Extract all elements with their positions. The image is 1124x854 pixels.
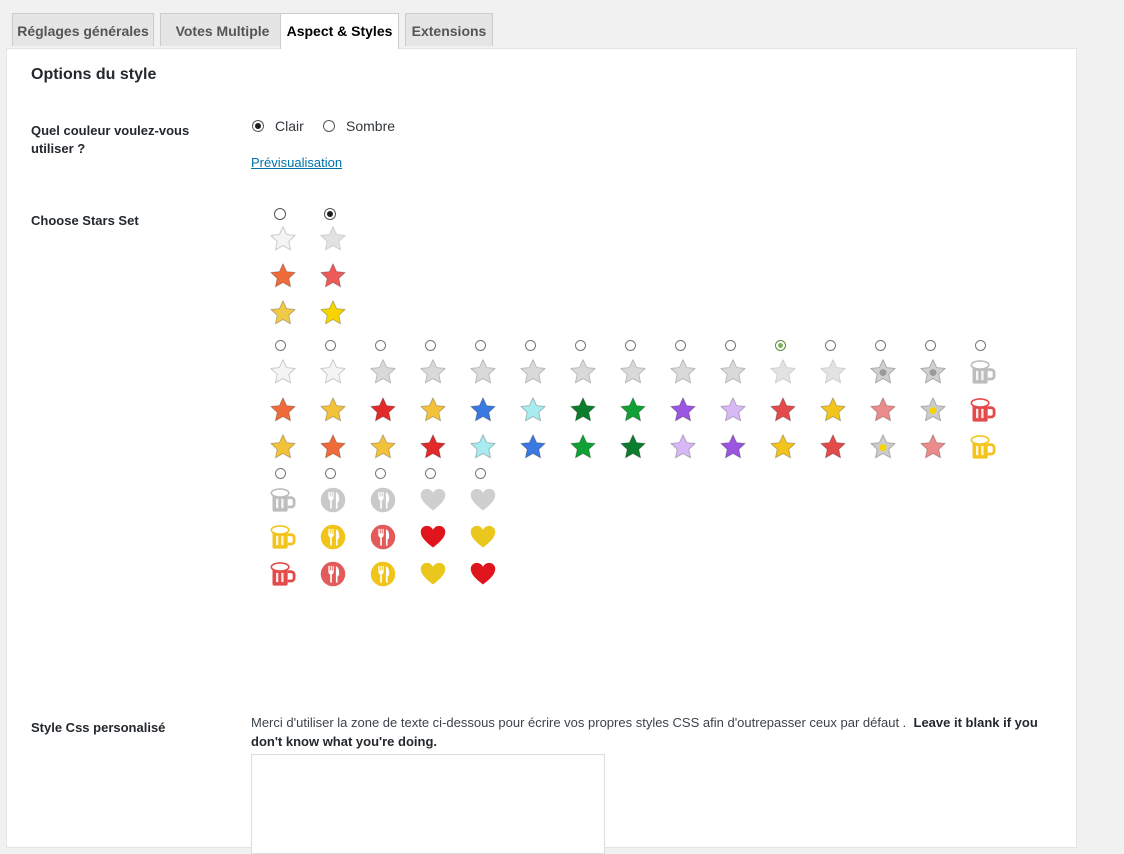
custom-css-description-text: Merci d'utiliser la zone de texte ci-dessous pour écrire vos propres styles CSS afin d'outrepasser ceux par défaut . [251,715,907,730]
star-empty-icon [819,358,847,386]
star-hover-icon [519,396,547,424]
stars-mid-option-radio[interactable] [525,340,536,351]
meal-hover-icon [319,523,347,551]
stars-mid-option-radio[interactable] [275,340,286,351]
star-hover-icon [719,396,747,424]
star-empty-icon [869,358,897,386]
tab-votes-multiple[interactable]: Votes Multiple [160,13,285,46]
stars-mid-option-radio[interactable] [375,340,386,351]
stars-top-option-radio[interactable] [274,208,286,220]
star-hover-icon [919,396,947,424]
star-empty-icon [419,358,447,386]
star-empty-icon [719,358,747,386]
heart-hover-icon [469,523,497,551]
stars-bottom-option-radio[interactable] [475,468,486,479]
star-hover-icon [269,396,297,424]
star-hover-icon [469,396,497,424]
stars-bottom-option-radio[interactable] [425,468,436,479]
star-full-icon [419,433,447,461]
meal-empty-icon [369,486,397,514]
stars-bottom-option-radio[interactable] [275,468,286,479]
star-empty-icon [669,358,697,386]
mug-empty-icon [969,358,997,386]
custom-css-label: Style Css personalisé [31,720,166,735]
star-empty-icon [269,358,297,386]
star-empty-icon [769,358,797,386]
stars-mid-option-radio[interactable] [875,340,886,351]
star-full-icon [569,433,597,461]
stars-mid-option-radio[interactable] [475,340,486,351]
stars-mid-option-radio[interactable] [825,340,836,351]
meal-full-icon [319,560,347,588]
tab-reglages-generales[interactable]: Réglages générales [12,13,154,46]
star-hover-icon [369,396,397,424]
color-question-label: Quel couleur voulez-vous utiliser ? [31,123,190,156]
star-full-icon [269,299,297,327]
star-hover-icon [619,396,647,424]
stars-mid-option-radio[interactable] [575,340,586,351]
stars-bottom-option-radio[interactable] [375,468,386,479]
heart-hover-icon [419,523,447,551]
star-full-icon [369,433,397,461]
stars-bottom-option-radio[interactable] [325,468,336,479]
heart-full-icon [419,560,447,588]
radio-sombre-label: Sombre [346,118,396,134]
stars-mid-option-radio[interactable] [975,340,986,351]
mug-full-icon [269,560,297,588]
star-full-icon [319,433,347,461]
stars-set-label: Choose Stars Set [31,213,139,228]
custom-css-textarea[interactable] [251,754,605,854]
star-empty-icon [569,358,597,386]
radio-sombre[interactable] [323,120,335,132]
star-hover-icon [319,262,347,290]
star-full-icon [619,433,647,461]
stars-top-option-radio[interactable] [324,208,336,220]
star-full-icon [469,433,497,461]
star-hover-icon [769,396,797,424]
mug-empty-icon [269,486,297,514]
stars-mid-option-radio[interactable] [725,340,736,351]
mug-full-icon [969,433,997,461]
tab-aspect-styles[interactable]: Aspect & Styles [280,13,399,49]
stars-mid-option-radio[interactable] [425,340,436,351]
meal-full-icon [369,560,397,588]
tab-extensions[interactable]: Extensions [405,13,493,46]
section-title: Options du style [31,66,157,83]
star-full-icon [669,433,697,461]
star-full-icon [869,433,897,461]
star-hover-icon [669,396,697,424]
star-hover-icon [819,396,847,424]
star-hover-icon [269,262,297,290]
mug-hover-icon [269,523,297,551]
preview-link[interactable]: Prévisualisation [251,155,343,170]
radio-clair[interactable] [252,120,264,132]
star-full-icon [819,433,847,461]
star-empty-icon [919,358,947,386]
stars-mid-option-radio[interactable] [925,340,936,351]
heart-empty-icon [469,486,497,514]
meal-empty-icon [319,486,347,514]
radio-clair-label: Clair [275,118,304,134]
star-empty-icon [519,358,547,386]
stars-mid-option-radio[interactable] [625,340,636,351]
star-hover-icon [569,396,597,424]
stars-mid-option-radio[interactable] [675,340,686,351]
star-full-icon [919,433,947,461]
star-full-icon [519,433,547,461]
stars-mid-option-radio[interactable] [325,340,336,351]
meal-hover-icon [369,523,397,551]
mug-hover-icon [969,396,997,424]
star-hover-icon [319,396,347,424]
stars-mid-option-radio[interactable] [775,340,786,351]
star-full-icon [769,433,797,461]
star-hover-icon [419,396,447,424]
star-full-icon [319,299,347,327]
custom-css-warning: Leave it blank if you don't know what you're doing. [251,715,1038,749]
star-empty-icon [269,225,297,253]
star-full-icon [719,433,747,461]
star-empty-icon [619,358,647,386]
star-empty-icon [319,225,347,253]
star-empty-icon [369,358,397,386]
heart-empty-icon [419,486,447,514]
custom-css-description [251,713,1041,751]
star-empty-icon [319,358,347,386]
star-empty-icon [469,358,497,386]
star-full-icon [269,433,297,461]
star-hover-icon [869,396,897,424]
heart-full-icon [469,560,497,588]
